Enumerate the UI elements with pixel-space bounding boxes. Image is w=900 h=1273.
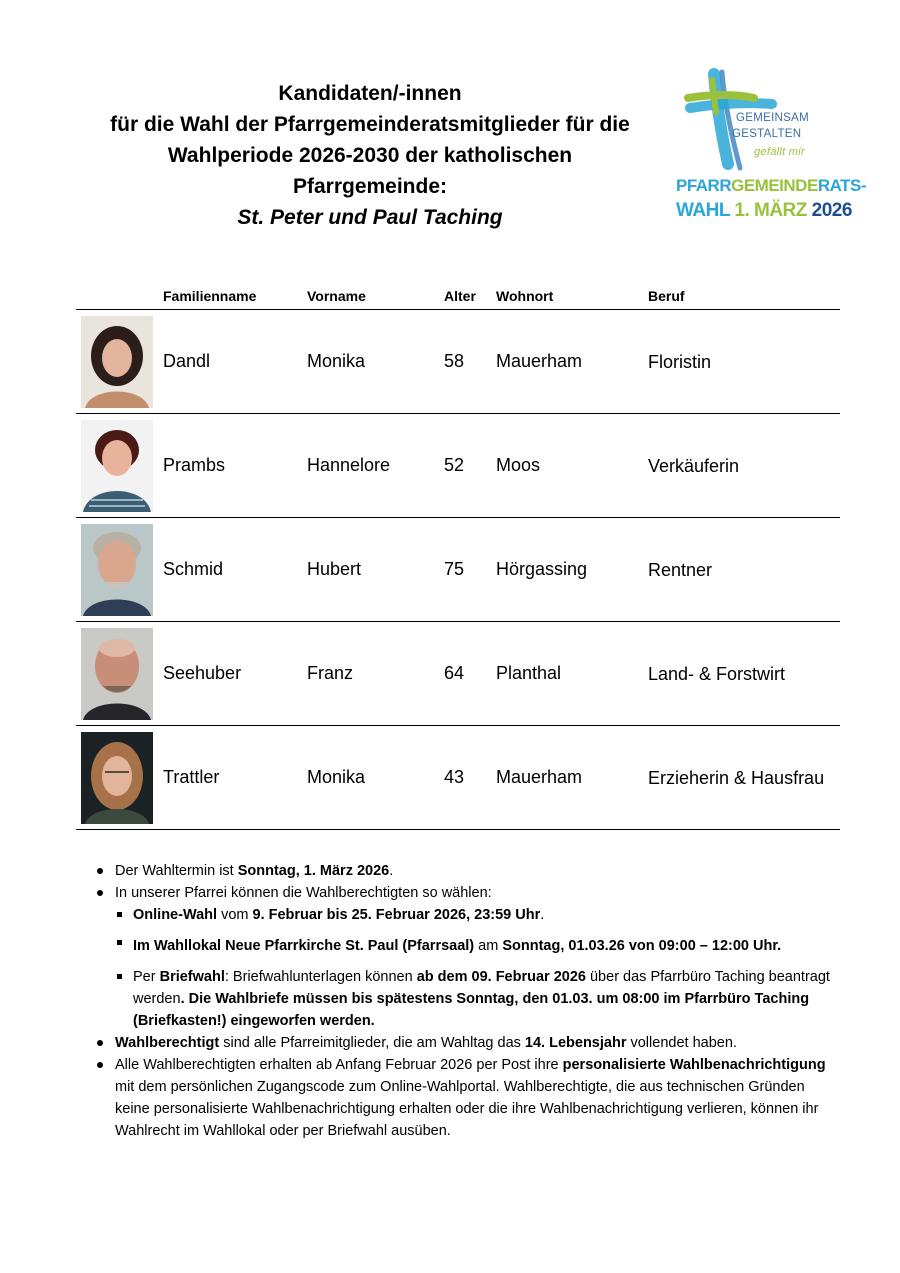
logo-tagline-2: GESTALTEN [732,128,802,140]
note-wahltermin: Der Wahltermin ist Sonntag, 1. März 2026. [95,860,835,882]
cell-familienname: Schmid [163,559,224,579]
table-row [76,518,840,622]
logo-line-2: WAHL 1. MÄRZ 2026 [676,200,852,221]
table-row [76,622,840,726]
note-online-wahl: Online-Wahl vom 9. Februar bis 25. Februar 2026, 23:59 Uhr. [115,904,835,926]
cell-beruf: Erzieherin & Hausfrau [648,767,825,788]
note-wahlmoeglichkeiten: In unserer Pfarrei können die Wahlberechtigten so wählen: Online-Wahl vom 9. Februar bis 25. Februar 2026, 23:59 Uhr. Im Wahllokal Neue Pfarrkirche St. Paul (Pfarrsaal) am Sonntag, 01.03.26 von 09:00 – 12:00 Uhr. Per Briefwahl: Briefwahlunterlagen können ab dem 09. Februar 2026 über das Pfarrbüro Taching beantragt werden. Die Wahlbriefe müssen bis spätestens Sonntag, den 01.03. um 08:00 im Pfarrbüro Taching (Briefkasten!) eingeworfen werden. [95,882,835,1032]
candidate-photo [81,524,153,616]
table-row [76,726,840,830]
logo-line-1: PFARRGEMEINDERATS- [676,176,866,195]
cell-familienname: Dandl [163,351,211,371]
header-alter: Alter [444,288,476,304]
cell-wohnort: Mauerham [496,351,583,371]
header-wohnort: Wohnort [496,288,554,304]
election-notes [95,860,835,1142]
cell-beruf: Floristin [648,351,712,372]
document-title [70,78,670,233]
note-briefwahl: Per Briefwahl: Briefwahlunterlagen können ab dem 09. Februar 2026 über das Pfarrbüro Taching beantragt werden. Die Wahlbriefe müssen bis spätestens Sonntag, den 01.03. um 08:00 im Pfarrbüro Taching (Briefkasten!) eingeworfen werden. [115,966,835,1032]
logo-tagline-3: gefällt mir [754,146,805,158]
cell-alter: 52 [444,455,465,475]
table-row [76,414,840,518]
title-line-1: Kandidaten/-innen [278,82,462,105]
title-line-2: für die Wahl der Pfarrgemeinderatsmitglieder für die [110,113,630,136]
cell-alter: 58 [444,351,465,371]
table-row [76,310,840,414]
cell-familienname: Trattler [163,767,220,787]
header-familienname: Familienname [163,288,257,304]
header-vorname: Vorname [307,288,366,304]
candidate-photo [81,316,153,408]
note-wahllokal: Im Wahllokal Neue Pfarrkirche St. Paul (Pfarrsaal) am Sonntag, 01.03.26 von 09:00 – 12:00 Uhr. [115,932,835,960]
candidate-photo [81,732,153,824]
table-header [76,282,840,310]
cell-wohnort: Moos [496,455,541,475]
title-line-4: Pfarrgemeinde: [292,175,448,198]
cell-vorname: Hubert [307,559,362,579]
cell-beruf: Verkäuferin [648,455,740,476]
candidate-photo [81,420,153,512]
header-beruf: Beruf [648,288,685,304]
cell-alter: 75 [444,559,465,579]
cell-wohnort: Mauerham [496,767,583,787]
cell-vorname: Monika [307,351,366,371]
cell-vorname: Franz [307,663,354,683]
parish-name: St. Peter und Paul Taching [237,206,503,229]
cell-beruf: Rentner [648,559,713,580]
note-wahlberechtigt: Wahlberechtigt sind alle Pfarreimitglieder, die am Wahltag das 14. Lebensjahr vollendet haben. [95,1032,835,1054]
title-line-3: Wahlperiode 2026-2030 der katholischen [167,144,573,167]
cell-wohnort: Planthal [496,663,562,683]
cell-vorname: Monika [307,767,366,787]
note-wahlbenachrichtigung: Alle Wahlberechtigten erhalten ab Anfang Februar 2026 per Post ihre personalisierte Wahlbenachrichtigung mit dem persönlichen Zugangscode zum Online-Wahlportal. Wahlberechtigte, die aus technischen Gründen keine personalisierte Wahlbenachrichtigung erhalten oder die ihre Wahlbenachrichtigung verlieren, können ihr Wahlrecht im Wahllokal oder per Briefwahl ausüben. [95,1054,835,1142]
candidate-photo [81,628,153,720]
cell-vorname: Hannelore [307,455,391,475]
cell-alter: 43 [444,767,465,787]
election-logo [676,68,866,228]
cell-beruf: Land- & Forstwirt [648,663,786,684]
cell-wohnort: Hörgassing [496,559,588,579]
candidate-table [76,282,840,830]
logo-tagline-1: GEMEINSAM [736,112,809,124]
cell-alter: 64 [444,663,465,683]
cell-familienname: Prambs [163,455,226,475]
cell-familienname: Seehuber [163,663,242,683]
